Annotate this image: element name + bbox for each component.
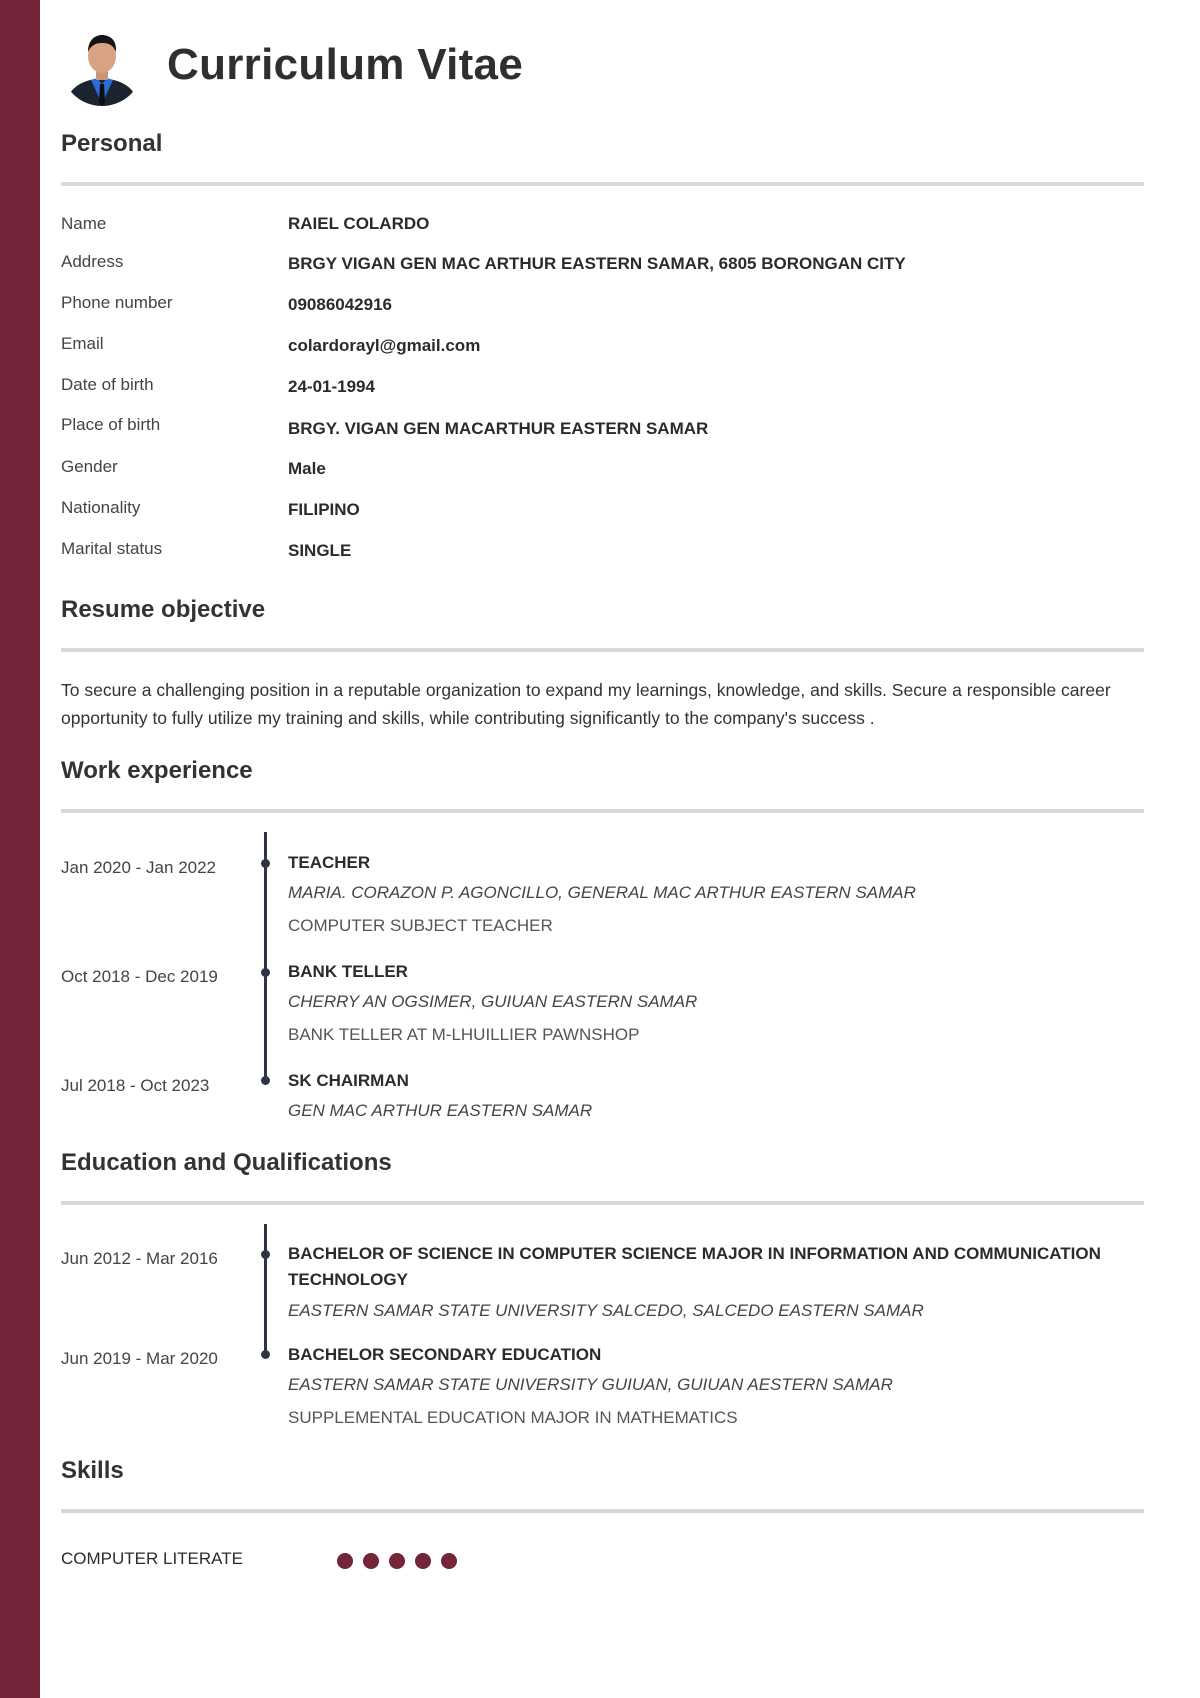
work-timeline-line (264, 832, 267, 1082)
field-label-date-of-birth: Date of birth (61, 375, 154, 394)
skill-level-dot (363, 1553, 379, 1569)
section-title-work: Work experience (61, 757, 253, 784)
section-title-skills: Skills (61, 1457, 124, 1484)
field-label-email: Email (61, 334, 104, 353)
field-value-place-of-birth: BRGY. VIGAN GEN MACARTHUR EASTERN SAMAR (288, 419, 709, 438)
timeline-dot (261, 1350, 270, 1359)
field-label-place-of-birth: Place of birth (61, 415, 161, 434)
page-title: Curriculum Vitae (167, 40, 524, 89)
work-date: Oct 2018 - Dec 2019 (61, 967, 218, 986)
work-organization: GEN MAC ARTHUR EASTERN SAMAR (288, 1101, 593, 1120)
field-label-address: Address (61, 252, 124, 271)
section-title-objective: Resume objective (61, 596, 266, 623)
section-title-education: Education and Qualifications (61, 1149, 392, 1176)
field-label-gender: Gender (61, 457, 118, 476)
skill-rating (337, 1553, 457, 1569)
work-organization: CHERRY AN OGSIMER, GUIUAN EASTERN SAMAR (288, 992, 698, 1011)
profile-photo (61, 24, 143, 106)
field-value-email: colardorayl@gmail.com (288, 336, 481, 355)
section-divider (61, 648, 1144, 652)
field-value-phone: 09086042916 (288, 295, 393, 314)
work-organization: MARIA. CORAZON P. AGONCILLO, GENERAL MAC ARTHUR EASTERN SAMAR (288, 883, 916, 902)
work-date: Jan 2020 - Jan 2022 (61, 858, 217, 877)
field-label-marital-status: Marital status (61, 539, 163, 558)
education-institution: EASTERN SAMAR STATE UNIVERSITY SALCEDO, SALCEDO EASTERN SAMAR (288, 1301, 924, 1320)
skill-level-dot (389, 1553, 405, 1569)
section-title-personal: Personal (61, 130, 163, 157)
education-date: Jun 2012 - Mar 2016 (61, 1249, 218, 1268)
education-timeline-line (264, 1224, 267, 1356)
skill-level-dot (337, 1553, 353, 1569)
field-label-nationality: Nationality (61, 498, 141, 517)
field-value-name: RAIEL COLARDO (288, 214, 430, 233)
education-institution: EASTERN SAMAR STATE UNIVERSITY GUIUAN, GUIUAN AESTERN SAMAR (288, 1375, 893, 1394)
section-divider (61, 1201, 1144, 1205)
work-description: COMPUTER SUBJECT TEACHER (288, 916, 553, 935)
objective-text: To secure a challenging position in a reputable organization to expand my learnings, knowledge, and skills. Secure a responsible career opportunity to fully utilize my training and skills, while contributing significantly to the company's success . (61, 680, 1111, 728)
education-description: SUPPLEMENTAL EDUCATION MAJOR IN MATHEMATICS (288, 1408, 738, 1427)
work-title: SK CHAIRMAN (288, 1071, 409, 1090)
skill-level-dot (441, 1553, 457, 1569)
field-value-nationality: FILIPINO (288, 500, 360, 519)
field-value-gender: Male (288, 459, 326, 478)
field-label-phone: Phone number (61, 293, 173, 312)
field-value-date-of-birth: 24-01-1994 (288, 377, 375, 396)
field-value-marital-status: SINGLE (288, 541, 352, 560)
field-label-name: Name (61, 214, 107, 233)
profile-photo-image (61, 24, 143, 106)
skill-level-dot (415, 1553, 431, 1569)
skill-name: COMPUTER LITERATE (61, 1549, 243, 1568)
education-title: BACHELOR SECONDARY EDUCATION (288, 1345, 602, 1364)
section-divider (61, 182, 1144, 186)
education-date: Jun 2019 - Mar 2020 (61, 1349, 218, 1368)
cv-header (61, 20, 523, 110)
timeline-dot (261, 968, 270, 977)
timeline-dot (261, 1076, 270, 1085)
work-title: TEACHER (288, 853, 371, 872)
work-date: Jul 2018 - Oct 2023 (61, 1076, 210, 1095)
education-title: BACHELOR OF SCIENCE IN COMPUTER SCIENCE MAJOR IN INFORMATION AND COMMUNICATION TECHNOLOGY (288, 1244, 1101, 1289)
timeline-dot (261, 859, 270, 868)
section-divider (61, 1509, 1144, 1513)
work-title: BANK TELLER (288, 962, 408, 981)
work-description: BANK TELLER AT M-LHUILLIER PAWNSHOP (288, 1025, 640, 1044)
timeline-dot (261, 1250, 270, 1259)
side-accent-bar (0, 0, 40, 1698)
section-divider (61, 809, 1144, 813)
field-value-address: BRGY VIGAN GEN MAC ARTHUR EASTERN SAMAR, 6805 BORONGAN CITY (288, 254, 906, 273)
